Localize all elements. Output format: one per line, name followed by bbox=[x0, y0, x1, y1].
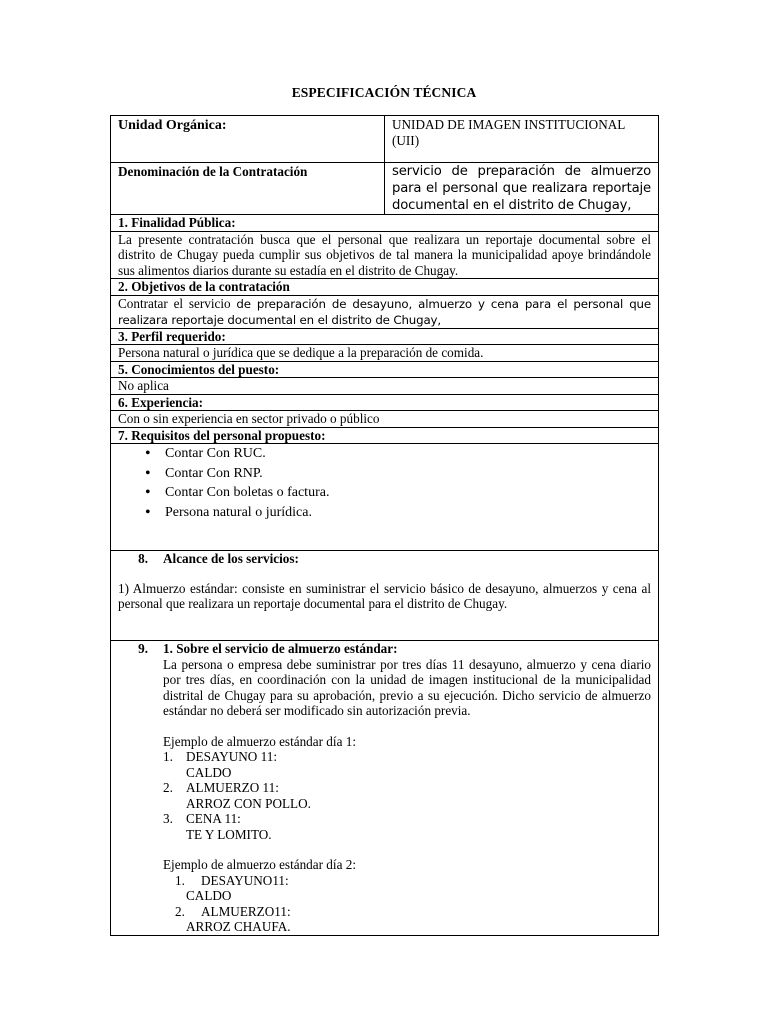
alcance-heading-line bbox=[118, 551, 651, 567]
list-item: 1. DESAYUNO11: bbox=[175, 872, 289, 888]
denominacion-value: servicio de preparación de almuerzo para el personal que realizara reportaje documental en el distrito de Chugay, bbox=[385, 163, 659, 215]
alcance-number: 8. bbox=[138, 551, 148, 566]
alcance-text: 1) Almuerzo estándar: consiste en suministrar el servicio básico de desayuno, almuerzos y cena al personal que realizara un reportaje documental para el distrito de Chugay. bbox=[118, 580, 651, 611]
list-item: • Persona natural o jurídica. bbox=[145, 503, 651, 523]
row-finalidad-heading bbox=[111, 215, 659, 232]
unidad-value: UNIDAD DE IMAGEN INSTITUCIONAL (UII) bbox=[385, 116, 659, 163]
ejemplo1-title: Ejemplo de almuerzo estándar día 1: bbox=[163, 733, 356, 749]
page-title: ESPECIFICACIÓN TÉCNICA bbox=[291, 85, 477, 100]
servicio-heading: 1. Sobre el servicio de almuerzo estándar: bbox=[163, 641, 398, 656]
list-item-dish: ARROZ CHAUFA. bbox=[186, 919, 291, 934]
row-requisitos-list bbox=[111, 444, 659, 551]
row-denominacion bbox=[111, 163, 659, 215]
denominacion-label: Denominación de la Contratación bbox=[111, 163, 385, 215]
ejemplo2-title: Ejemplo de almuerzo estándar día 2: bbox=[163, 857, 356, 872]
list-item-dish: CALDO bbox=[186, 764, 232, 780]
list-item-dish: CALDO bbox=[186, 888, 232, 903]
requisitos-heading: 7. Requisitos del personal propuesto: bbox=[111, 427, 659, 444]
row-conocimientos-heading bbox=[111, 361, 659, 378]
list-item: 2. ALMUERZO11: bbox=[175, 903, 291, 919]
row-conocimientos-text bbox=[111, 378, 659, 395]
row-alcance bbox=[111, 551, 659, 641]
objetivos-text-b: de preparación de desayuno, almuerzo y cena para el personal que realizara reportaje documental en el distrito de Chugay, bbox=[118, 296, 651, 327]
list-item-dish: TE Y LOMITO. bbox=[186, 826, 272, 842]
row-objetivos-text bbox=[111, 295, 659, 328]
row-perfil-heading bbox=[111, 328, 659, 345]
experiencia-heading: 6. Experiencia: bbox=[111, 394, 659, 411]
servicio-cell bbox=[111, 641, 659, 936]
list-item: • Contar Con boletas o factura. bbox=[145, 483, 651, 503]
row-experiencia-text bbox=[111, 411, 659, 428]
ejemplo2-list bbox=[118, 873, 651, 935]
objetivos-text bbox=[111, 295, 659, 328]
objetivos-heading: 2. Objetivos de la contratación bbox=[111, 279, 659, 296]
row-experiencia-heading bbox=[111, 394, 659, 411]
alcance-cell bbox=[111, 551, 659, 641]
requisitos-cell bbox=[111, 444, 659, 551]
row-perfil-text bbox=[111, 345, 659, 362]
row-objetivos-heading bbox=[111, 279, 659, 296]
conocimientos-text: No aplica bbox=[111, 378, 659, 395]
list-item: • Contar Con RNP. bbox=[145, 464, 651, 484]
finalidad-text: La presente contratación busca que el personal que realizara un reportaje documental sobre el distrito de Chugay pueda cumplir sus objetivos de tal manera la municipalidad apoye brindándole sus alimentos diarios durante su estadía en el distrito de Chugay. bbox=[111, 231, 659, 279]
unidad-label: Unidad Orgánica: bbox=[111, 116, 385, 163]
list-item: 3. CENA 11: bbox=[163, 811, 241, 826]
servicio-heading-line bbox=[118, 641, 651, 657]
experiencia-text: Con o sin experiencia en sector privado o público bbox=[111, 411, 659, 428]
spec-table bbox=[110, 115, 659, 936]
list-item-dish: ARROZ CON POLLO. bbox=[186, 795, 311, 811]
servicio-text: La persona o empresa debe suministrar por tres días 11 desayuno, almuerzo y cena diario por tres días, en coordinación con la unidad de imagen institucional de la municipalidad distrital de Chugay para su aprobación, previo a su ejecución. Dicho servicio de almuerzo estándar no deberá ser modificado sin autorización previa. bbox=[163, 656, 651, 718]
list-item: 2. ALMUERZO 11: bbox=[163, 780, 279, 795]
row-unidad bbox=[111, 116, 659, 163]
perfil-heading: 3. Perfil requerido: bbox=[111, 328, 659, 345]
perfil-text: Persona natural o jurídica que se dedique a la preparación de comida. bbox=[111, 345, 659, 362]
requisitos-list bbox=[118, 444, 651, 522]
ejemplo1-list bbox=[118, 749, 651, 842]
row-requisitos-heading bbox=[111, 427, 659, 444]
alcance-heading: Alcance de los servicios: bbox=[163, 551, 299, 566]
list-item: • Contar Con RUC. bbox=[145, 444, 651, 464]
row-servicio bbox=[111, 641, 659, 936]
objetivos-text-a: Contratar el servicio bbox=[118, 295, 237, 311]
row-finalidad-text bbox=[111, 231, 659, 279]
list-item: 1. DESAYUNO 11: bbox=[163, 749, 277, 764]
finalidad-heading: 1. Finalidad Pública: bbox=[111, 215, 659, 232]
conocimientos-heading: 5. Conocimientos del puesto: bbox=[111, 361, 659, 378]
servicio-number: 9. bbox=[138, 641, 148, 656]
